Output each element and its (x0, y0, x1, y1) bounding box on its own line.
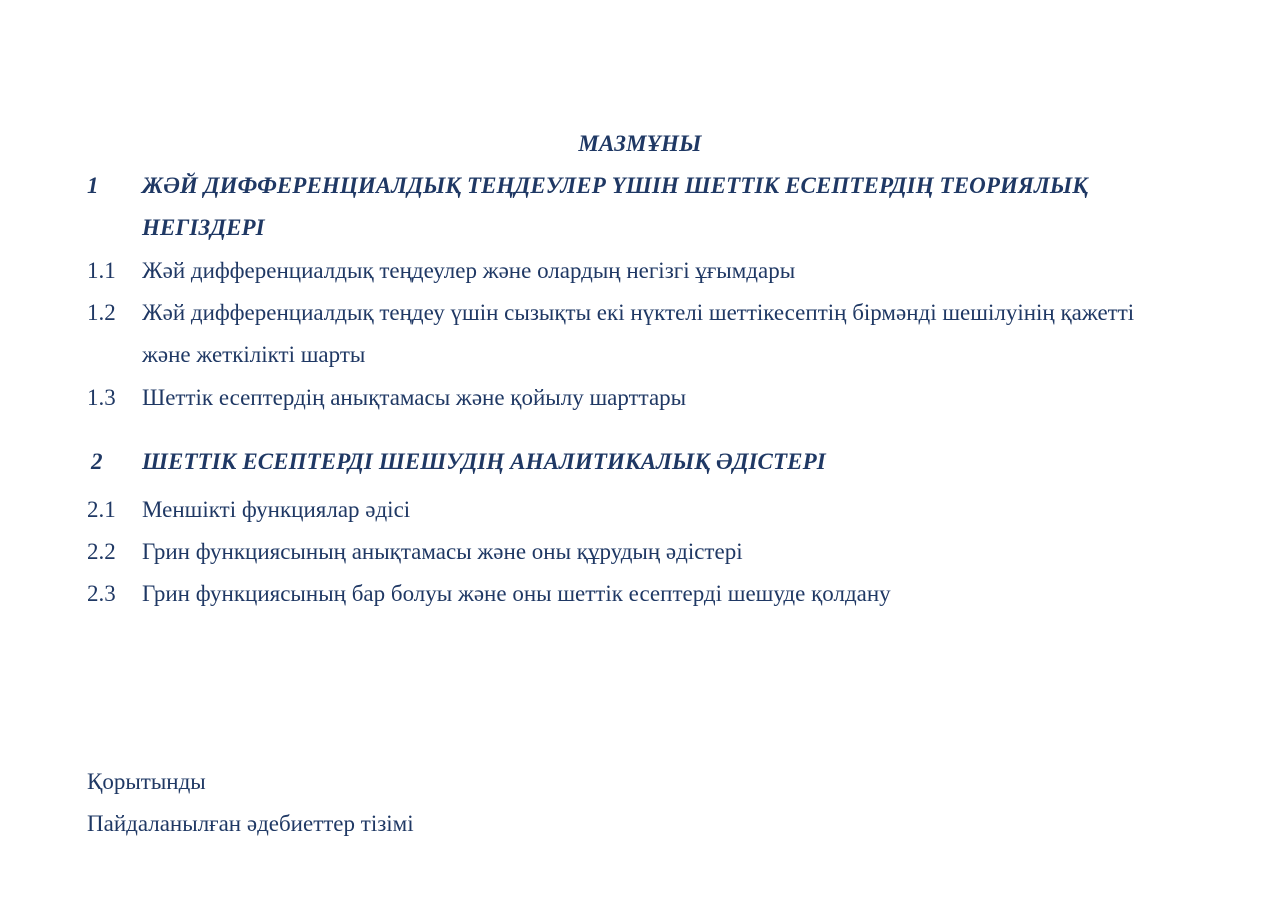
section-number: 1 (87, 173, 99, 198)
item-number: 1.2 (87, 300, 116, 325)
item-text: Жәй дифференциалдық теңдеулер және олардың негізгі ұғымдары (142, 258, 796, 283)
toc-item-2-3 (87, 573, 1177, 615)
toc-item-1-2 (87, 292, 1177, 376)
toc-conclusion: Қорытынды (87, 769, 206, 794)
item-text: Шеттік есептердің анықтамасы және қойылу шарттары (142, 385, 687, 410)
item-number: 1.1 (87, 258, 116, 283)
item-number: 1.3 (87, 385, 116, 410)
item-number: 2.2 (87, 539, 116, 564)
item-text: Грин функциясының анықтамасы және оны құрудың әдістері (142, 539, 743, 564)
section-heading-text: ЖӘЙ ДИФФЕРЕНЦИАЛДЫҚ ТЕҢДЕУЛЕР ҮШІН ШЕТТІК ЕСЕПТЕРДІҢ ТЕОРИЯЛЫҚ НЕГІЗДЕРІ (142, 173, 1088, 240)
item-text: Меншікті функциялар әдісі (142, 497, 411, 522)
item-number: 2.3 (87, 581, 116, 606)
section-number: 2 (91, 449, 103, 474)
toc-item-2-2 (87, 531, 1177, 573)
section-heading-text: ШЕТТІК ЕСЕПТЕРДІ ШЕШУДІҢ АНАЛИТИКАЛЫҚ ӘДІСТЕРІ (142, 449, 826, 474)
item-text: Грин функциясының бар болуы және оны шеттік есептерді шешуде қолдану (142, 581, 891, 606)
toc-item-1-3 (87, 377, 1177, 419)
item-number: 2.1 (87, 497, 116, 522)
toc-section-2-heading (87, 441, 1177, 483)
toc-item-2-1 (87, 489, 1177, 531)
toc-item-1-1 (87, 250, 1177, 292)
toc-title: МАЗМҰНЫ (578, 131, 702, 156)
item-text: Жәй дифференциалдық теңдеу үшін сызықты екі нүктелі шеттікесептің бірмәнді шешілуінің қажетті және жеткілікті шарты (142, 300, 1135, 367)
toc-section-1-heading (87, 165, 1177, 249)
toc-references: Пайдаланылған әдебиеттер тізімі (87, 811, 414, 836)
